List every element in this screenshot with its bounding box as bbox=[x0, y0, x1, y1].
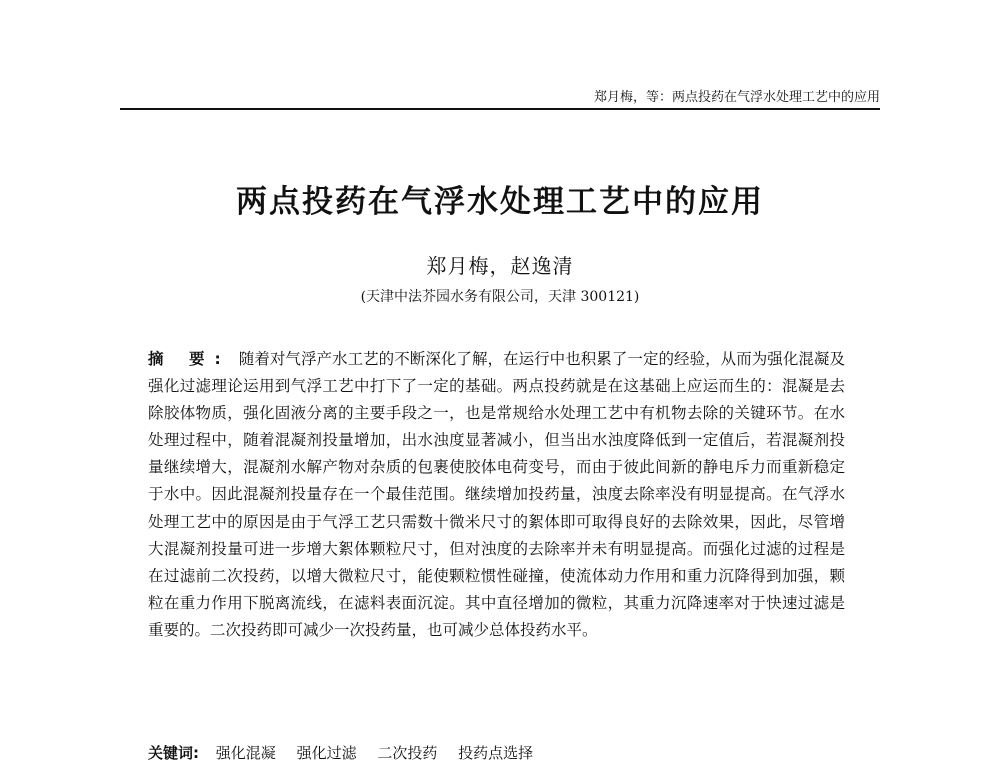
running-title: 郑月梅，等：两点投药在气浮水处理工艺中的应用 bbox=[593, 90, 880, 105]
paper-title: 两点投药在气浮水处理工艺中的应用 bbox=[236, 184, 764, 220]
keyword: 二次投药 bbox=[377, 744, 438, 762]
keyword: 投药点选择 bbox=[458, 744, 534, 762]
keywords-label: 关键词: bbox=[148, 744, 199, 762]
running-header bbox=[120, 82, 880, 110]
keyword: 强化混凝 bbox=[215, 744, 276, 762]
abstract-text: 随着对气浮产水工艺的不断深化了解，在运行中也积累了一定的经验，从而为强化混凝及强化过滤理论运用到气浮工艺中打下了一定的基础。两点投药就是在这基础上应运而生的：混凝是去除胶体物质，强化固液分离的主要手段之一，也是常规给水处理工艺中有机物去除的关键环节。在水处理过程中，随着混凝剂投量增加，出水浊度显著减小，但当出水浊度降低到一定值后，若混凝剂投量继续增大，混凝剂水解产物对杂质的包裹使胶体电荷变号，而由于彼此间新的静电斥力而重新稳定于水中。因此混凝剂投量存在一个最佳范围。继续增加投药量，浊度去除率没有明显提高。在气浮水处理工艺中的原因是由于气浮工艺只需数十微米尺寸的絮体即可取得良好的去除效果，因此，尽管增大混凝剂投量可进一步增大絮体颗粒尺寸，但对浊度的去除率并未有明显提高。而强化过滤的过程是在过滤前二次投药，以增大微粒尺寸，能使颗粒惯性碰撞，使流体动力作用和重力沉降得到加强，颗粒在重力作用下脱离流线，在滤料表面沉淀。其中直径增加的微粒，其重力沉降速率对于快速过滤是重要的。二次投药即可减少一次投药量，也可减少总体投药水平。 bbox=[148, 350, 845, 639]
affiliation: (天津中法芥园水务有限公司，天津 300121) bbox=[360, 289, 640, 305]
keywords bbox=[148, 742, 845, 764]
abstract-label: 摘 要: bbox=[148, 350, 231, 368]
authors: 郑月梅，赵逸清 bbox=[426, 254, 574, 278]
keyword: 强化过滤 bbox=[296, 744, 357, 762]
abstract bbox=[148, 346, 845, 644]
